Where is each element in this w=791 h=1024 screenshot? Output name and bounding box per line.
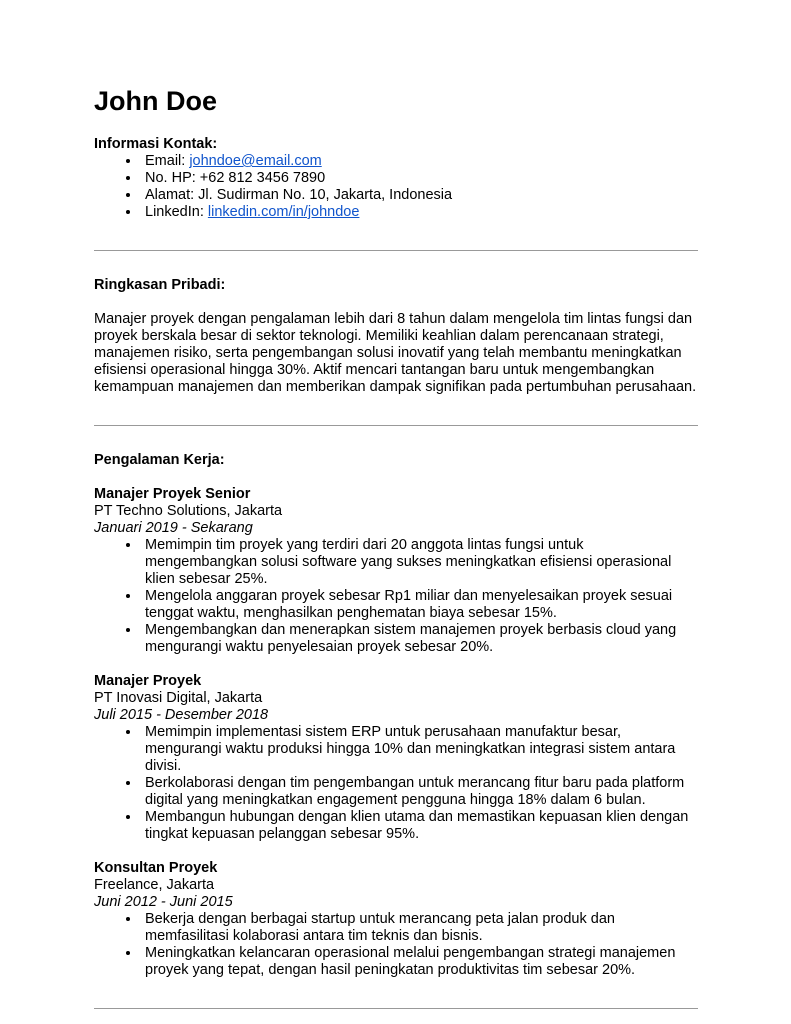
job-bullet: • Memimpin tim proyek yang terdiri dari 20 anggota lintas fungsi untuk mengembangkan solusi software yang sukses meningkatkan efisiensi operasional klien sebesar 25%. — [141, 537, 698, 588]
job-bullet: • Mengelola anggaran proyek sebesar Rp1 miliar dan menyelesaikan proyek sesuai tenggat waktu, menghasilkan penghematan biaya sebesar 15%. — [141, 588, 698, 622]
contact-item — [141, 153, 698, 170]
job-bullet: • Bekerja dengan berbagai startup untuk merancang peta jalan produk dan memfasilitasi kolaborasi antara tim teknis dan bisnis. — [141, 911, 698, 945]
job-bullet: • Meningkatkan kelancaran operasional melalui pengembangan strategi manajemen proyek yang tepat, dengan hasil peningkatan produktivitas tim sebesar 20%. — [141, 945, 698, 979]
contact-list — [94, 153, 698, 221]
contact-item — [141, 170, 698, 187]
page-title: John Doe — [94, 86, 218, 116]
job-list — [94, 486, 698, 979]
job-period: Juni 2012 - Juni 2015 — [94, 894, 233, 910]
section-divider — [94, 250, 698, 251]
job-entry — [94, 486, 698, 656]
job-bullet: • Membangun hubungan dengan klien utama dan memastikan kepuasan klien dengan tingkat kepuasan pelanggan sebesar 95%. — [141, 809, 698, 843]
summary-heading: Ringkasan Pribadi: — [94, 277, 226, 293]
experience-heading: Pengalaman Kerja: — [94, 452, 225, 468]
job-company: Freelance, Jakarta — [94, 877, 215, 893]
job-bullet: • Mengembangkan dan menerapkan sistem manajemen proyek berbasis cloud yang mengurangi waktu penyelesaian proyek sebesar 20%. — [141, 622, 698, 656]
job-title: Manajer Proyek — [94, 673, 202, 689]
job-period: Januari 2019 - Sekarang — [94, 520, 253, 536]
job-period: Juli 2015 - Desember 2018 — [94, 707, 269, 723]
job-company: PT Inovasi Digital, Jakarta — [94, 690, 263, 706]
job-bullet: • Berkolaborasi dengan tim pengembangan untuk merancang fitur baru pada platform digital yang meningkatkan engagement pengguna hingga 18% dalam 6 bulan. — [141, 775, 698, 809]
contact-item-link[interactable]: linkedin.com/in/johndoe — [207, 204, 360, 220]
contact-heading: Informasi Kontak: — [94, 136, 218, 152]
job-entry — [94, 673, 698, 843]
contact-item — [141, 204, 698, 221]
contact-item-label: Email: — [145, 153, 190, 169]
job-bullet: • Memimpin implementasi sistem ERP untuk perusahaan manufaktur besar, mengurangi waktu produksi hingga 10% dan meningkatkan integrasi sistem antara divisi. — [141, 724, 698, 775]
section-divider — [94, 425, 698, 426]
contact-item-label: No. HP: +62 812 3456 7890 — [145, 170, 326, 186]
contact-item — [141, 187, 698, 204]
job-title: Konsultan Proyek — [94, 860, 218, 876]
job-company: PT Techno Solutions, Jakarta — [94, 503, 283, 519]
section-divider — [94, 1008, 698, 1009]
summary-body: Manajer proyek dengan pengalaman lebih dari 8 tahun dalam mengelola tim lintas fungsi dan proyek berskala besar di sektor teknologi. Memiliki keahlian dalam perencanaan strategi, manajemen risiko, serta pengembangan solusi inovatif yang telah membantu meningkatkan efisiensi operasional hingga 30%. Aktif mencari tantangan baru untuk mengembangkan kemampuan manajemen dan memberikan dampak signifikan pada pertumbuhan perusahaan. — [94, 311, 697, 395]
contact-item-link[interactable]: johndoe@email.com — [189, 153, 322, 169]
job-entry — [94, 860, 698, 979]
job-title: Manajer Proyek Senior — [94, 486, 251, 502]
job-bullets — [94, 724, 698, 843]
contact-item-label: Alamat: Jl. Sudirman No. 10, Jakarta, Indonesia — [145, 187, 453, 203]
contact-item-label: LinkedIn: — [145, 204, 208, 220]
job-bullets — [94, 911, 698, 979]
job-bullets — [94, 537, 698, 656]
